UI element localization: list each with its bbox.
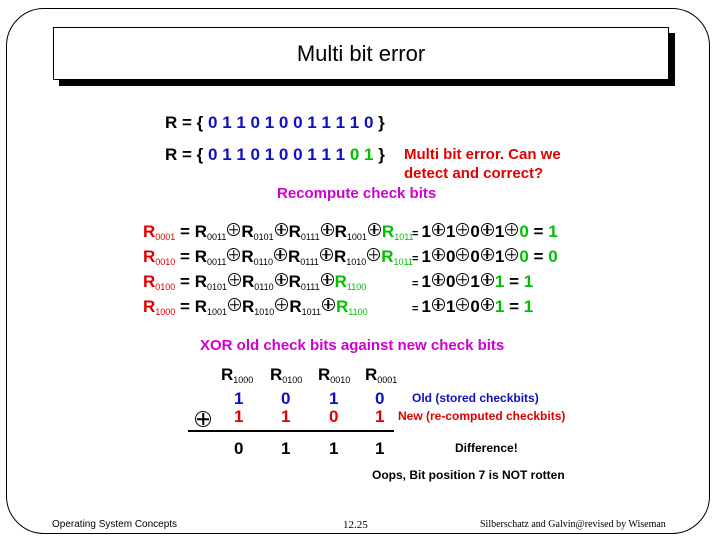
- col-header-4: $R_{0001}$: [365, 365, 398, 385]
- footer-page: 12.25: [343, 519, 368, 531]
- diff-bit-1: 0: [234, 439, 244, 458]
- sum-divider: [188, 430, 394, 432]
- xor-icon: [275, 223, 288, 236]
- xor-icon: [321, 223, 334, 236]
- xor-icon: [481, 248, 494, 261]
- equation-lhs: $R_{0100}$: [143, 272, 176, 292]
- footer-right: Silberschatz and Galvin@revised by Wiseman: [480, 519, 666, 530]
- r-line-1-suffix: }: [378, 113, 385, 132]
- equation-term: $R_{1100}$: [335, 297, 368, 317]
- recompute-heading: Recompute check bits: [277, 185, 437, 202]
- xor-icon: [227, 223, 240, 236]
- oops-note: Oops, Bit position 7 is NOT rotten: [372, 468, 565, 482]
- xor-icon: [322, 298, 335, 311]
- r-line-1: [165, 114, 385, 131]
- xor-icon: [432, 273, 445, 286]
- col-header-2: $R_{0100}$: [270, 365, 303, 385]
- old-bit-4: 0: [375, 389, 385, 408]
- diff-bit-2: 1: [281, 439, 291, 458]
- r-line-1-prefix: R = {: [165, 113, 204, 132]
- xor-icon: [481, 273, 494, 286]
- xor-icon: [481, 223, 494, 236]
- r-line-2-bits-a: 0 1 1 0 1 0 0 1 1 1: [208, 145, 346, 164]
- equation-term: $R_{1010}$: [333, 247, 367, 267]
- equation-term: $R_{0110}$: [241, 247, 273, 267]
- xor-icon: [456, 273, 469, 286]
- xor-icon: [274, 248, 287, 261]
- equation-term: $R_{0111}$: [288, 272, 320, 292]
- xor-icon: [505, 223, 518, 236]
- title-box: [53, 27, 669, 80]
- equation-term: $R_{0011}$: [194, 247, 227, 267]
- equation-row: $R_{0100} = R_{0101}$ $R_{0110}$ $R_{0111}$ $R_{1100}$: [143, 272, 367, 292]
- equation-term: $R_{0111}$: [288, 222, 320, 242]
- equation-term: $R_{0111}$: [287, 247, 319, 267]
- old-bit-2: 0: [281, 389, 291, 408]
- old-label: Old (stored checkbits): [412, 391, 539, 405]
- old-bit-1: 1: [234, 389, 244, 408]
- xor-icon: [456, 248, 469, 261]
- equation-term: $R_{0101}$: [194, 272, 227, 292]
- note-line-2: detect and correct?: [404, 165, 544, 182]
- equation-term: $R_{1100}$: [334, 272, 367, 292]
- equation-rhs: = 1 1 0 1 = 1: [412, 297, 534, 316]
- equation-term: $R_{0011}$: [194, 222, 227, 242]
- equation-lhs: $R_{1000}$: [143, 297, 176, 317]
- r-line-2-suffix: }: [378, 145, 385, 164]
- r-line-1-bits: 0 1 1 0 1 0 0 1 1 1 1 0: [208, 113, 374, 132]
- multi-bit-note: [404, 145, 561, 183]
- note-line-1: Multi bit error. Can we: [404, 146, 561, 163]
- xor-icon: [368, 223, 381, 236]
- equation-rhs: = 1 0 1 1 = 1: [412, 272, 534, 291]
- col-header-3: $R_{0010}$: [318, 365, 351, 385]
- equation-row: $R_{0010} = R_{0011}$ $R_{0110}$ $R_{0111}$ $R_{1010}$ $R_{1011}$: [143, 247, 413, 267]
- equation-row: $R_{0001} = R_{0011}$ $R_{0101}$ $R_{0111}$ $R_{1001}$ $R_{1011}$: [143, 222, 414, 242]
- equation-term: $R_{1010}$: [242, 297, 275, 317]
- equation-term: $R_{1011}$: [289, 297, 321, 317]
- r-line-2-bits-b: 0 1: [349, 145, 374, 164]
- xor-icon: [481, 298, 494, 311]
- equation-term: $R_{0110}$: [242, 272, 274, 292]
- xor-icon: [432, 298, 445, 311]
- new-bit-3: 0: [329, 407, 339, 426]
- equation-term: $R_{1011}$: [381, 247, 413, 267]
- equation-row: $R_{1000} = R_{1001}$ $R_{1010}$ $R_{1011}$ $R_{1100}$: [143, 297, 368, 317]
- xor-icon: [320, 248, 333, 261]
- xor-icon: [321, 273, 334, 286]
- xor-icon: [432, 223, 445, 236]
- new-bit-1: 1: [234, 407, 244, 426]
- equation-term: $R_{1001}$: [194, 297, 227, 317]
- new-label: New (re-computed checkbits): [398, 409, 566, 423]
- xor-icon: [505, 248, 518, 261]
- slide-frame: [6, 8, 710, 534]
- equation-term: $R_{1001}$: [334, 222, 367, 242]
- col-header-1: $R_{1000}$: [221, 365, 254, 385]
- r-line-2: [165, 146, 385, 163]
- equation-rhs: = 1 1 0 1 0 = 1: [412, 222, 558, 241]
- r-line-2-prefix: R = {: [165, 145, 204, 164]
- slide-title: Multi bit error: [296, 40, 426, 66]
- equation-term: $R_{1011}$: [381, 222, 414, 242]
- xor-icon: [227, 248, 240, 261]
- xor-icon: [228, 273, 241, 286]
- diff-bit-3: 1: [329, 439, 339, 458]
- xor-icon: [367, 248, 380, 261]
- new-bit-4: 1: [375, 407, 385, 426]
- xor-icon: [456, 298, 469, 311]
- diff-bit-4: 1: [375, 439, 385, 458]
- diff-label: Difference!: [455, 441, 518, 455]
- xor-icon: [275, 273, 288, 286]
- equation-term: $R_{0101}$: [241, 222, 274, 242]
- equation-lhs: $R_{0010}$: [143, 247, 176, 267]
- xor-icon: [456, 223, 469, 236]
- footer-left: Operating System Concepts: [52, 519, 178, 530]
- xor-icon: [275, 298, 288, 311]
- xor-icon: [195, 411, 211, 427]
- xor-icon: [432, 248, 445, 261]
- new-bit-2: 1: [281, 407, 291, 426]
- equation-rhs: = 1 0 0 1 0 = 0: [412, 247, 558, 266]
- xor-icon: [228, 298, 241, 311]
- xor-heading: XOR old check bits against new check bits: [200, 337, 505, 354]
- equation-lhs: $R_{0001}$: [143, 222, 176, 242]
- old-bit-3: 1: [329, 389, 339, 408]
